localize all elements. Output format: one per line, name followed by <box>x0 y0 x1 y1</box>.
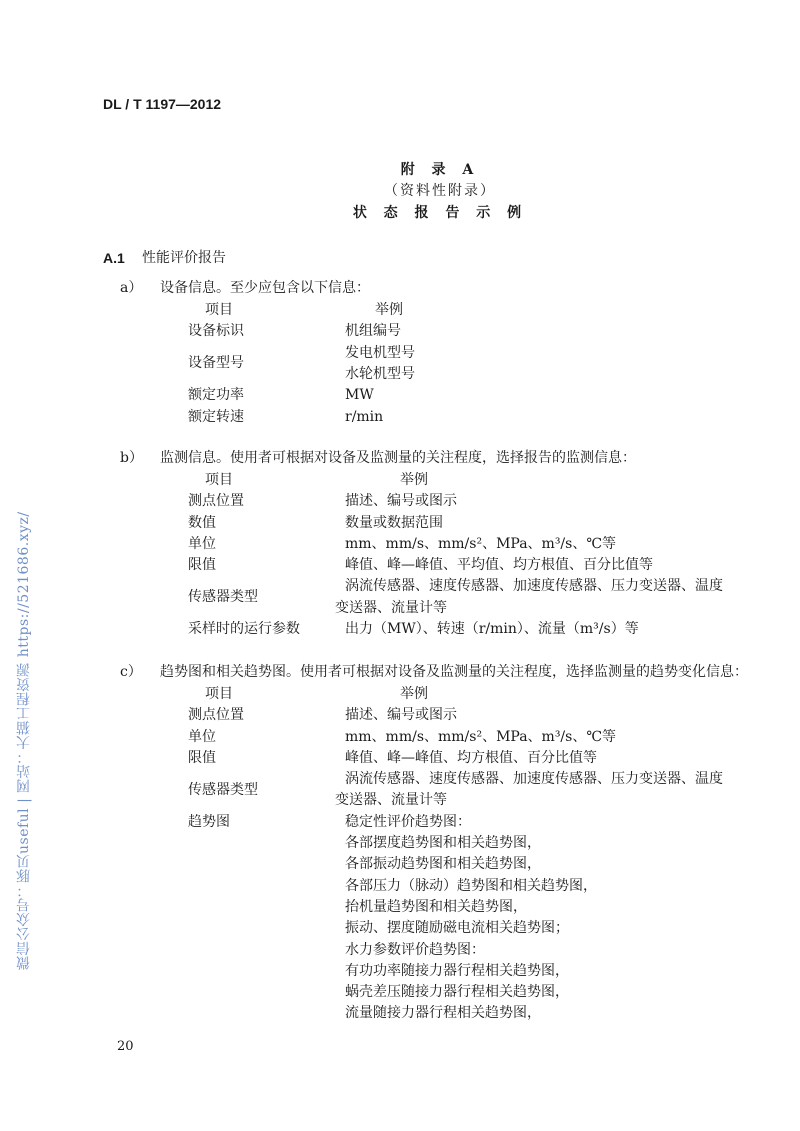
row-item: 额定转速 <box>188 409 244 425</box>
row-item: 测点位置 <box>188 493 244 509</box>
row-example: 稳定性评价趋势图： <box>345 814 471 830</box>
row-example: 有功功率随接力器行程相关趋势图， <box>345 963 569 979</box>
row-example: r/min <box>345 409 384 425</box>
row-item: 额定功率 <box>188 387 244 403</box>
list-marker: c） <box>120 664 142 680</box>
row-example: 峰值、峰—峰值、平均值、均方根值、百分比值等 <box>345 557 653 573</box>
row-example: 涡流传感器、速度传感器、加速度传感器、压力变送器、温度 <box>345 578 723 594</box>
part-intro: 监测信息。使用者可根据对设备及监测量的关注程度，选择报告的监测信息： <box>160 450 636 466</box>
row-example: 抬机量趋势图和相关趋势图， <box>345 899 527 915</box>
row-example: 描述、编号或图示 <box>345 707 457 723</box>
row-example: 振动、摆度随励磁电流相关趋势图； <box>345 920 569 936</box>
section-number: A.1 <box>103 250 125 266</box>
page-number: 20 <box>117 1039 134 1054</box>
row-item: 单位 <box>188 536 216 552</box>
row-item: 趋势图 <box>188 814 230 830</box>
row-example: 变送器、流量计等 <box>335 792 447 808</box>
document-code: DL / T 1197—2012 <box>103 96 222 112</box>
row-example: 流量随接力器行程相关趋势图， <box>345 1005 541 1021</box>
appendix-name: 状 态 报 告 示 例 <box>352 205 528 221</box>
part-intro: 设备信息。至少应包含以下信息： <box>160 280 370 296</box>
row-example: MW <box>345 387 374 403</box>
watermark: 微信公众号：豚贝useful | 网站：大猫工程资源 https://521686.xyz/ <box>16 511 32 970</box>
list-marker: b） <box>120 450 143 466</box>
row-example: 数量或数据范围 <box>345 515 443 531</box>
row-example: mm、mm/s、mm/s²、MPa、m³/s、℃等 <box>345 536 616 552</box>
row-example: 各部压力（脉动）趋势图和相关趋势图， <box>345 878 597 894</box>
row-item: 采样时的运行参数 <box>188 621 300 637</box>
row-item: 传感器类型 <box>188 782 258 798</box>
row-item: 设备标识 <box>188 323 244 339</box>
row-example: 蜗壳差压随接力器行程相关趋势图， <box>345 984 569 1000</box>
row-example: 各部摆度趋势图和相关趋势图， <box>345 835 541 851</box>
part-intro: 趋势图和相关趋势图。使用者可根据对设备及监测量的关注程度，选择监测量的趋势变化信息： <box>160 664 748 680</box>
list-marker: a） <box>120 280 143 296</box>
row-example: mm、mm/s、mm/s²、MPa、m³/s、℃等 <box>345 729 616 745</box>
column-header-item: 项目 <box>205 686 233 702</box>
row-example: 水力参数评价趋势图： <box>345 942 485 958</box>
row-item: 传感器类型 <box>188 589 258 605</box>
row-example: 涡流传感器、速度传感器、加速度传感器、压力变送器、温度 <box>345 771 723 787</box>
appendix-title: 附 录 A <box>400 162 480 178</box>
row-example: 峰值、峰—峰值、均方根值、百分比值等 <box>345 750 597 766</box>
row-example: 水轮机型号 <box>345 366 415 382</box>
row-example: 各部振动趋势图和相关趋势图， <box>345 856 541 872</box>
row-item: 限值 <box>188 750 216 766</box>
column-header-example: 举例 <box>400 472 428 488</box>
column-header-item: 项目 <box>205 302 233 318</box>
row-item: 单位 <box>188 729 216 745</box>
row-example: 发电机型号 <box>345 345 415 361</box>
column-header-example: 举例 <box>400 686 428 702</box>
row-example: 变送器、流量计等 <box>335 600 447 616</box>
row-item: 设备型号 <box>188 355 244 371</box>
row-example: 出力（MW）、转速（r/min）、流量（m³/s）等 <box>345 621 639 637</box>
column-header-item: 项目 <box>205 472 233 488</box>
column-header-example: 举例 <box>375 302 403 318</box>
appendix-type: （资料性附录） <box>384 183 496 199</box>
row-item: 数值 <box>188 515 216 531</box>
row-item: 限值 <box>188 557 216 573</box>
row-item: 测点位置 <box>188 707 244 723</box>
row-example: 机组编号 <box>345 323 401 339</box>
section-title: 性能评价报告 <box>142 250 226 266</box>
row-example: 描述、编号或图示 <box>345 493 457 509</box>
